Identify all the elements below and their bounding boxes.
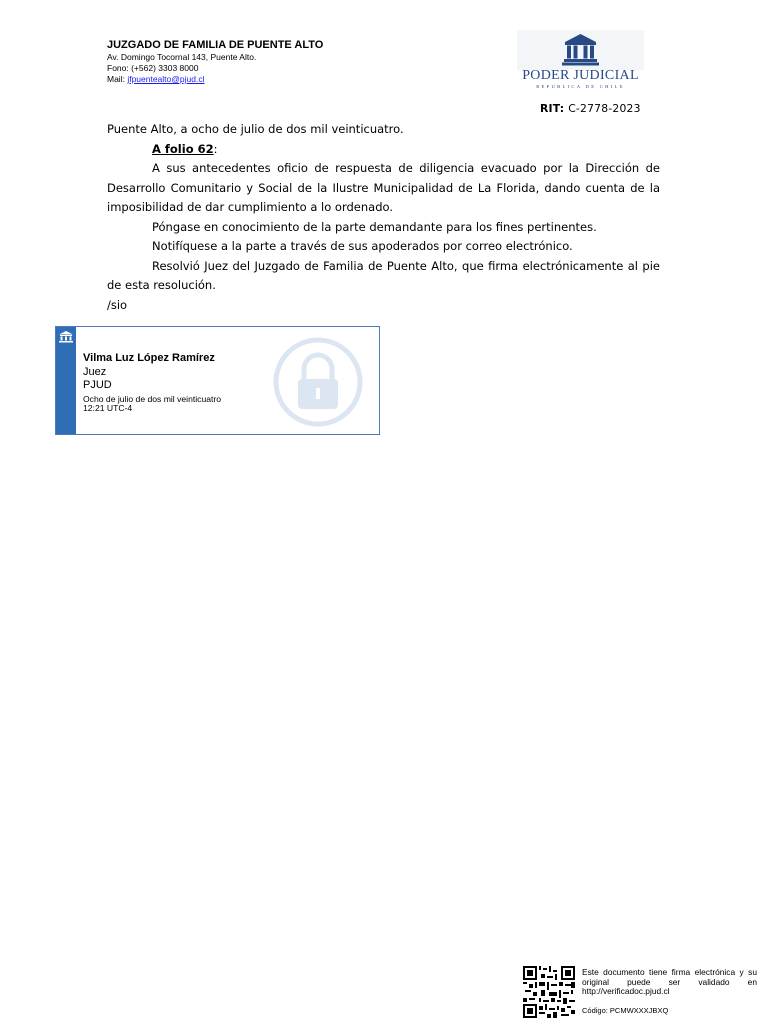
court-name: JUZGADO DE FAMILIA DE PUENTE ALTO: [107, 39, 324, 51]
initials: /sio: [107, 297, 128, 312]
validation-text: Este documento tiene firma electrónica y su original puede ser validado en http://verificadoc.pjud.cl: [582, 967, 757, 997]
signature-time: 12:21 UTC-4: [83, 403, 133, 413]
paragraph-2: Póngase en conocimiento de la parte demandante para los fines pertinentes.: [152, 219, 597, 234]
rit-number: [540, 102, 641, 115]
paragraph-1: A sus antecedentes oficio de respuesta de diligencia evacuado por la Dirección de Desarrollo Comunitario y Social de la Ilustre Municipalidad de La Florida, dando cuenta de la imposibilidad de dar cumplimiento a lo ordenado.: [107, 161, 660, 214]
date-line: Puente Alto, a ocho de julio de dos mil veinticuatro.: [107, 122, 404, 136]
paragraph-4: Resolvió Juez del Juzgado de Familia de Puente Alto, que firma electrónicamente al pie de esta resolución.: [107, 258, 660, 292]
logo-text: PODER JUDICIAL: [522, 68, 639, 83]
court-address: Av. Domingo Tocornal 143, Puente Alto.: [107, 52, 257, 62]
court-mail: [107, 74, 323, 85]
paragraph-3: Notifíquese a la parte a través de sus apoderados por correo electrónico.: [152, 239, 573, 253]
courthouse-logo-icon: [517, 30, 644, 70]
validation-code: Código: PCMWXXXJBXQ: [582, 1006, 669, 1015]
signer-org: PJUD: [83, 379, 112, 391]
signature-date: Ocho de julio de dos mil veinticuatro: [83, 394, 222, 404]
validation-footer: [523, 966, 758, 1018]
resolution-body: [107, 120, 660, 315]
rit-value: C-2778-2023: [568, 102, 641, 115]
court-mail-link[interactable]: jfpuentealto@pjud.cl: [127, 74, 205, 84]
signature-bar: [56, 327, 76, 434]
courthouse-icon: [59, 331, 73, 343]
folio-line: [107, 140, 660, 160]
signature-box: [55, 326, 380, 435]
poder-judicial-logo: [517, 30, 644, 96]
rit-label: RIT:: [540, 102, 569, 115]
folio-suffix: :: [213, 141, 218, 156]
logo-subtext: REPUBLICA DE CHILE: [536, 84, 625, 89]
signer-name: Vilma Luz López Ramírez: [83, 352, 215, 364]
court-header: [107, 38, 323, 85]
lock-icon: [268, 337, 368, 427]
court-mail-label: Mail:: [107, 74, 128, 84]
court-phone: Fono: (+562) 3303 8000: [107, 63, 199, 73]
folio-reference: A folio 62: [152, 141, 214, 156]
signer-role: Juez: [83, 366, 107, 378]
qr-code-icon: [523, 966, 575, 1018]
